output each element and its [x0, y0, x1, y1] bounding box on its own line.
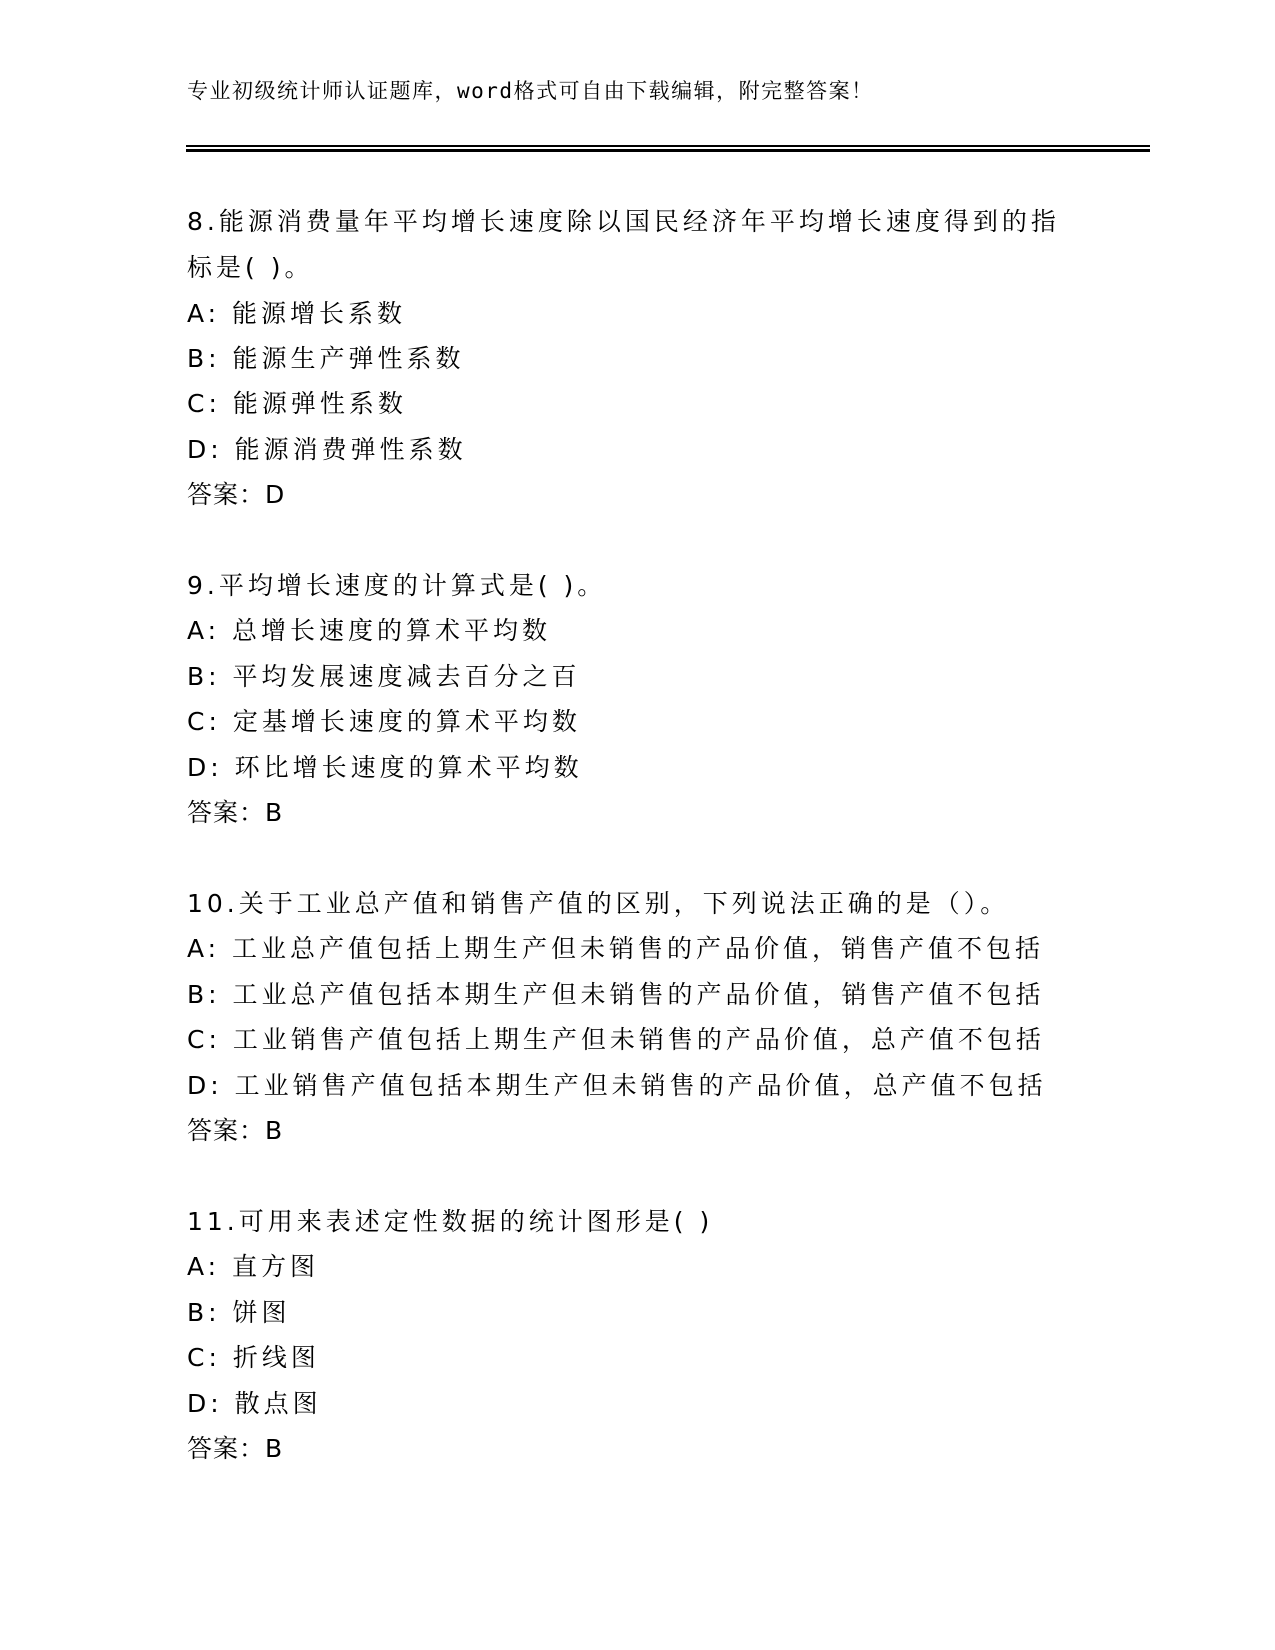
question-8-option-b: B: 能源生产弹性系数 [187, 344, 465, 373]
question-11-option-c: C: 折线图 [187, 1343, 320, 1372]
header-rule-thick [186, 149, 1150, 152]
question-8-stem-line2: 标是( )。 [187, 253, 314, 282]
question-8-option-a: A: 能源增长系数 [187, 299, 407, 328]
question-8-stem-line1: 8.能源消费量年平均增长速度除以国民经济年平均增长速度得到的指 [187, 207, 1060, 236]
header-rule-thin [186, 145, 1150, 147]
question-10-option-d: D: 工业销售产值包括本期生产但未销售的产品价值，总产值不包括 [187, 1071, 1047, 1100]
question-10-option-a: A: 工业总产值包括上期生产但未销售的产品价值，销售产值不包括 [187, 934, 1045, 963]
question-9-answer: 答案：B [187, 798, 284, 827]
question-11-answer: 答案：B [187, 1434, 284, 1463]
page-header: 专业初级统计师认证题库，word格式可自由下载编辑，附完整答案！ [187, 79, 874, 103]
question-9-option-b: B: 平均发展速度减去百分之百 [187, 662, 581, 691]
question-11-option-b: B: 饼图 [187, 1298, 291, 1327]
question-9-option-d: D: 环比增长速度的算术平均数 [187, 753, 583, 782]
question-10-answer: 答案：B [187, 1116, 284, 1145]
question-8-answer: 答案：D [187, 480, 286, 509]
question-8-option-d: D: 能源消费弹性系数 [187, 435, 467, 464]
question-10-option-c: C: 工业销售产值包括上期生产但未销售的产品价值，总产值不包括 [187, 1025, 1045, 1054]
question-11-option-a: A: 直方图 [187, 1252, 320, 1281]
question-8-option-c: C: 能源弹性系数 [187, 389, 407, 418]
question-9-option-a: A: 总增长速度的算术平均数 [187, 616, 552, 645]
question-9-option-c: C: 定基增长速度的算术平均数 [187, 707, 581, 736]
question-10-stem-line1: 10.关于工业总产值和销售产值的区别，下列说法正确的是（）。 [187, 889, 1010, 918]
question-10-option-b: B: 工业总产值包括本期生产但未销售的产品价值，销售产值不包括 [187, 980, 1045, 1009]
question-11-option-d: D: 散点图 [187, 1389, 322, 1418]
question-11-stem-line1: 11.可用来表述定性数据的统计图形是( ) [187, 1207, 714, 1236]
question-9-stem-line1: 9.平均增长速度的计算式是( )。 [187, 571, 607, 600]
